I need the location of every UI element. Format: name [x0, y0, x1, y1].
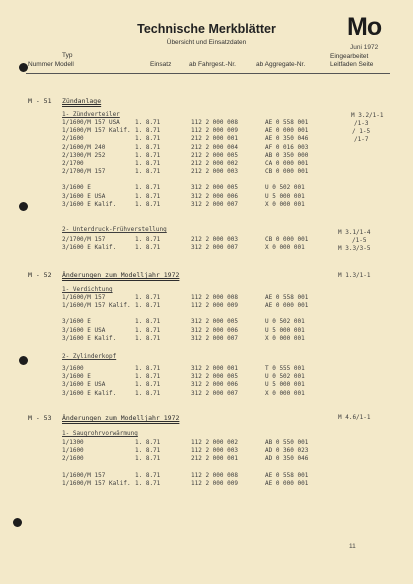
row-model: 3/1600 E Kalif.	[62, 200, 117, 208]
col-nummer-modell: Nummer Modell	[28, 61, 74, 68]
row-aggregate-nr: X 0 000 001	[265, 389, 305, 397]
row-einsatz: 1. 8.71	[135, 318, 161, 326]
row-model: 3/1600 E Kalif.	[62, 389, 117, 397]
row-einsatz: 1. 8.71	[135, 479, 161, 487]
row-model: 3/1600 E USA	[62, 192, 106, 200]
row-fahrgest-nr: 312 2 000 007	[191, 200, 238, 208]
row-einsatz: 1. 8.71	[135, 471, 161, 479]
section-number: M - 53	[28, 414, 52, 422]
subsection-title: 1- Zündverteiler	[62, 111, 120, 118]
row-model: 3/1600 E USA	[62, 381, 106, 389]
row-aggregate-nr: X 0 000 001	[265, 244, 305, 252]
col-typ: Typ	[62, 52, 73, 59]
row-fahrgest-nr: 112 2 000 008	[191, 294, 238, 301]
row-aggregate-nr: AE 0 000 001	[265, 127, 309, 135]
row-model: 2/1700/M 157	[62, 168, 106, 176]
row-einsatz: 1. 8.71	[135, 455, 161, 463]
row-einsatz: 1. 8.71	[135, 294, 161, 301]
ref-m52: M 1.3/1-1	[338, 272, 371, 279]
row-aggregate-nr: CB 0 000 001	[265, 236, 309, 243]
section-title: Änderungen zum Modelljahr 1972	[62, 271, 180, 279]
row-model: 3/1600 E USA	[62, 326, 106, 334]
row-model: 2/1700	[62, 160, 84, 167]
row-einsatz: 1. 8.71	[135, 373, 161, 381]
row-model: 2/1600	[62, 455, 84, 463]
row-model: 2/1600	[62, 135, 84, 143]
col-aggregate: ab Aggregate-Nr.	[256, 61, 306, 68]
row-model: 3/1600 E	[62, 318, 91, 326]
row-aggregate-nr: AB 0 350 000	[265, 151, 309, 159]
row-aggregate-nr: AD 0 350 046	[265, 455, 309, 463]
row-einsatz: 1. 8.71	[135, 244, 161, 252]
section-title: Änderungen zum Modelljahr 1972	[62, 414, 180, 422]
row-aggregate-nr: T 0 555 001	[265, 365, 305, 372]
row-model: 3/1600 E Kalif.	[62, 334, 117, 342]
row-einsatz: 1. 8.71	[135, 236, 161, 243]
row-einsatz: 1. 8.71	[135, 184, 161, 192]
row-model: 2/1700/M 157	[62, 236, 106, 243]
row-fahrgest-nr: 112 2 000 009	[191, 127, 238, 135]
row-einsatz: 1. 8.71	[135, 381, 161, 389]
row-fahrgest-nr: 112 2 000 002	[191, 439, 238, 446]
ref-m51-2: /1-3	[354, 120, 369, 127]
row-aggregate-nr: AE 0 558 001	[265, 471, 309, 479]
row-aggregate-nr: U 0 502 001	[265, 318, 305, 326]
row-model: 2/1300/M 252	[62, 151, 106, 159]
row-fahrgest-nr: 212 2 000 005	[191, 151, 238, 159]
section-number: M - 52	[28, 271, 52, 279]
row-aggregate-nr: AE 0 558 001	[265, 119, 309, 126]
row-einsatz: 1. 8.71	[135, 365, 161, 372]
punch-hole-bottom	[13, 518, 22, 527]
row-aggregate-nr: U 5 000 001	[265, 192, 305, 200]
punch-hole-lower	[19, 356, 28, 365]
ref-m51-3: / 1-5	[352, 128, 371, 135]
row-einsatz: 1. 8.71	[135, 192, 161, 200]
ref-m51-1: M 3.2/1-1	[351, 112, 384, 119]
page-title: Technische Merkblätter	[137, 22, 276, 36]
row-aggregate-nr: AF 0 016 003	[265, 143, 309, 151]
row-aggregate-nr: U 0 502 001	[265, 184, 305, 192]
row-aggregate-nr: U 5 000 001	[265, 326, 305, 334]
row-aggregate-nr: AE 0 350 046	[265, 135, 309, 143]
row-fahrgest-nr: 312 2 000 007	[191, 389, 238, 397]
row-fahrgest-nr: 112 2 000 009	[191, 479, 238, 487]
row-aggregate-nr: U 5 000 001	[265, 381, 305, 389]
row-fahrgest-nr: 312 2 000 007	[191, 244, 238, 252]
row-fahrgest-nr: 212 2 000 001	[191, 135, 238, 143]
row-aggregate-nr: AE 0 000 001	[265, 479, 309, 487]
row-model: 1/1600/M 157 Kalif.	[62, 302, 131, 310]
col-eingearbeitet: Eingearbeitet	[330, 53, 369, 60]
row-model: 1/1600/M 157	[62, 294, 106, 301]
row-einsatz: 1. 8.71	[135, 168, 161, 176]
ref-m51-5: M 3.1/1-4	[338, 229, 371, 236]
col-einsatz: Einsatz	[150, 61, 172, 68]
row-fahrgest-nr: 312 2 000 006	[191, 381, 238, 389]
row-model: 1/1600/M 157 Kalif.	[62, 479, 131, 487]
section-title: Zündanlage	[62, 97, 102, 105]
row-aggregate-nr: AE 0 558 001	[265, 294, 309, 301]
section-number: M - 51	[28, 97, 52, 105]
row-fahrgest-nr: 312 2 000 001	[191, 365, 238, 372]
row-fahrgest-nr: 212 2 000 001	[191, 455, 238, 463]
row-model: 1/1300	[62, 439, 84, 446]
row-aggregate-nr: CB 0 000 001	[265, 168, 309, 176]
subsection-title: 2- Zylinderkopf	[62, 353, 117, 360]
row-model: 3/1600 E	[62, 373, 91, 381]
row-einsatz: 1. 8.71	[135, 326, 161, 334]
row-aggregate-nr: AE 0 000 001	[265, 302, 309, 310]
row-einsatz: 1. 8.71	[135, 302, 161, 310]
col-fahrgest: ab Fahrgest.-Nr.	[189, 61, 236, 68]
brand-logo: Mo	[347, 13, 382, 41]
row-model: 1/1600/M 157 Kalif.	[62, 127, 131, 135]
row-model: 1/1600/M 157	[62, 471, 106, 479]
subsection-title: 2- Unterdruck-Frühverstellung	[62, 226, 167, 233]
row-einsatz: 1. 8.71	[135, 447, 161, 455]
row-model: 3/1600 E Kalif.	[62, 244, 117, 252]
row-fahrgest-nr: 312 2 000 006	[191, 326, 238, 334]
row-fahrgest-nr: 312 2 000 005	[191, 318, 238, 326]
row-einsatz: 1. 8.71	[135, 119, 161, 126]
row-model: 1/1600	[62, 447, 84, 455]
row-einsatz: 1. 8.71	[135, 143, 161, 151]
row-einsatz: 1. 8.71	[135, 151, 161, 159]
row-fahrgest-nr: 212 2 000 003	[191, 168, 238, 176]
row-fahrgest-nr: 112 2 000 003	[191, 447, 238, 455]
row-model: 2/1600/M 240	[62, 143, 106, 151]
row-fahrgest-nr: 312 2 000 005	[191, 373, 238, 381]
subsection-title: 1- Verdichtung	[62, 286, 113, 293]
row-einsatz: 1. 8.71	[135, 135, 161, 143]
row-fahrgest-nr: 212 2 000 003	[191, 236, 238, 243]
row-fahrgest-nr: 212 2 000 004	[191, 143, 238, 151]
row-fahrgest-nr: 312 2 000 006	[191, 192, 238, 200]
row-fahrgest-nr: 112 2 000 008	[191, 471, 238, 479]
header-divider	[26, 73, 390, 74]
row-model: 3/1600 E	[62, 184, 91, 192]
row-fahrgest-nr: 312 2 000 005	[191, 184, 238, 192]
ref-m51-7: M 3.3/3-5	[338, 245, 371, 252]
row-aggregate-nr: AD 0 360 023	[265, 447, 309, 455]
page-subtitle: Übersicht und Einsatzdaten	[166, 39, 247, 46]
punch-hole-upper	[19, 202, 28, 211]
row-model: 1/1600/M 157 USA	[62, 119, 120, 126]
row-einsatz: 1. 8.71	[135, 334, 161, 342]
ref-m51-6: /1-5	[352, 237, 367, 244]
row-aggregate-nr: X 0 000 001	[265, 200, 305, 208]
row-einsatz: 1. 8.71	[135, 439, 161, 446]
page-number: 11	[349, 543, 356, 550]
col-leitfaden: Leitfaden Seite	[330, 61, 374, 68]
subsection-title: 1- Saugrohrvorwärmung	[62, 430, 138, 437]
row-aggregate-nr: AB 0 550 001	[265, 439, 309, 446]
punch-hole-top	[19, 63, 28, 72]
row-fahrgest-nr: 112 2 000 009	[191, 302, 238, 310]
row-aggregate-nr: CA 0 000 001	[265, 160, 309, 167]
row-fahrgest-nr: 312 2 000 007	[191, 334, 238, 342]
row-einsatz: 1. 8.71	[135, 200, 161, 208]
ref-m51-4: /1-7	[354, 136, 369, 143]
ref-m53: M 4.6/1-1	[338, 414, 371, 421]
row-einsatz: 1. 8.71	[135, 127, 161, 135]
issue-date: Juni 1972	[350, 44, 379, 51]
row-aggregate-nr: U 0 502 001	[265, 373, 305, 381]
row-einsatz: 1. 8.71	[135, 160, 161, 167]
row-einsatz: 1. 8.71	[135, 389, 161, 397]
row-model: 3/1600	[62, 365, 84, 372]
row-fahrgest-nr: 112 2 000 008	[191, 119, 238, 126]
row-fahrgest-nr: 212 2 000 002	[191, 160, 238, 167]
row-aggregate-nr: X 0 000 001	[265, 334, 305, 342]
